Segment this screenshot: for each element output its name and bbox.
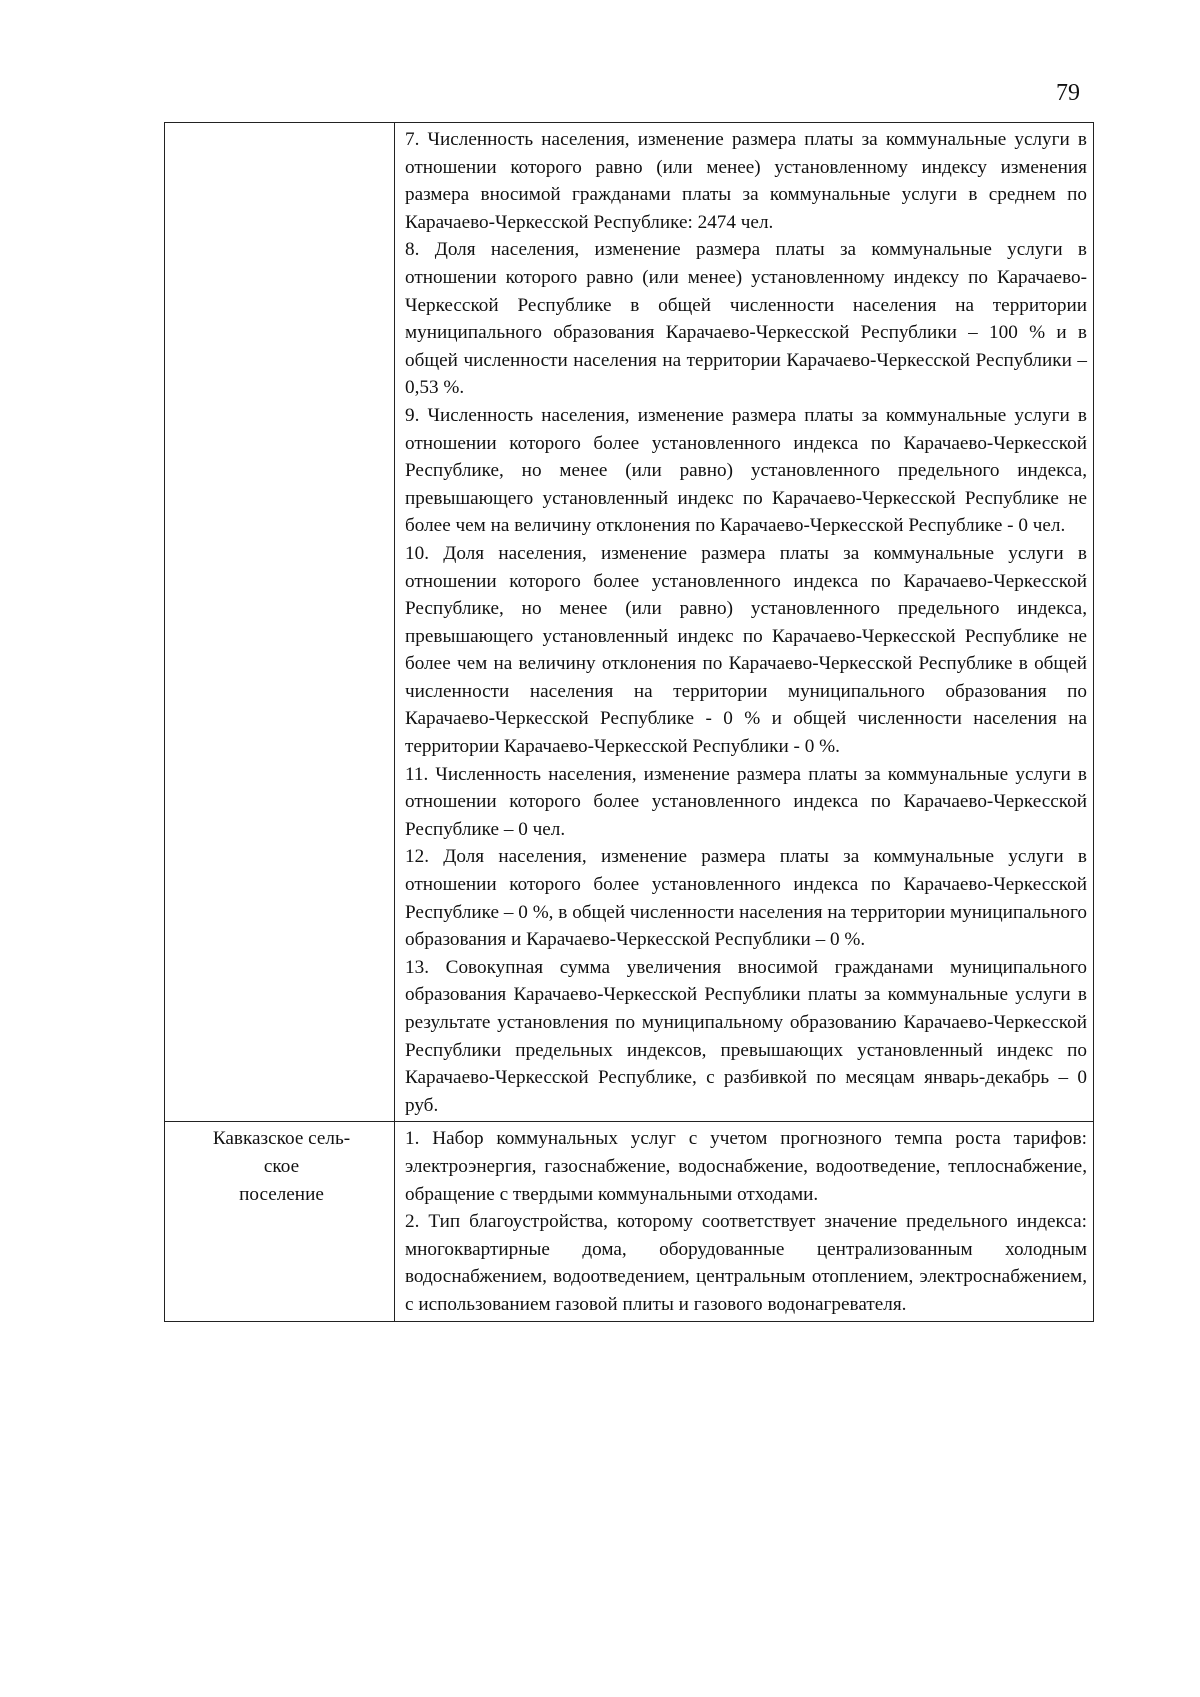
indicator-paragraph: 11. Численность населения, изменение размера платы за коммунальные услуги в отношении которого более установленного индекса по Карачаево-Черкесской Республике – 0 чел. <box>405 763 1087 840</box>
indicators-cell <box>395 1122 1094 1321</box>
indicator-paragraph: 12. Доля населения, изменение размера платы за коммунальные услуги в отношении которого более установленного индекса по Карачаево-Черкесской Республике – 0 %, в общей численности населения на территории муниципального образования и Карачаево-Черкесской Республики – 0 %. <box>405 846 1087 951</box>
table-row <box>165 1122 1094 1321</box>
indicator-paragraph: 13. Совокупная сумма увеличения вносимой гражданами муниципального образования Карачаево-Черкесской Республики платы за коммунальные услуги в результате установления по муниципальному образованию Карачаево-Черкесской Республики предельных индексов, превышающих установленный индекс по Карачаево-Черкесской Республике, с разбивкой по месяцам январь-декабрь – 0 руб. <box>405 956 1087 1116</box>
table-row <box>165 123 1094 1122</box>
indicator-paragraph: 2. Тип благоустройства, которому соответствует значение предельного индекса: многоквартирные дома, оборудованные централизованным холодным водоснабжением, водоотведением, центральным отоплением, электроснабжением, с использованием газовой плиты и газового водонагревателя. <box>405 1211 1087 1315</box>
indicator-paragraph: 7. Численность населения, изменение размера платы за коммунальные услуги в отношении которого равно (или менее) установленному индексу изменения размера вносимой гражданами платы за коммунальные услуги в среднем по Карачаево-Черкесской Республике: 2474 чел. <box>405 129 1087 233</box>
settlement-cell <box>165 1122 395 1321</box>
page-number: 79 <box>1056 80 1080 106</box>
settlement-name: Кавказское сель- ское поселение <box>212 1128 351 1205</box>
indicator-paragraph: 1. Набор коммунальных услуг с учетом прогнозного темпа роста тарифов: электроэнергия, газоснабжение, водоснабжение, водоотведение, теплоснабжение, обращение с твердыми коммунальными отходами. <box>405 1128 1087 1205</box>
indicator-paragraph: 9. Численность населения, изменение размера платы за коммунальные услуги в отношении которого более установленного индекса по Карачаево-Черкесской Республике, но менее (или равно) установленного предельного индекса, превышающего установленный индекс по Карачаево-Черкесской Республике не более чем на величину отклонения по Карачаево-Черкесской Республике - 0 чел. <box>405 404 1087 537</box>
settlement-cell <box>165 123 395 1122</box>
indicators-cell <box>395 123 1094 1122</box>
indicator-paragraph: 8. Доля населения, изменение размера платы за коммунальные услуги в отношении которого равно (или менее) установленному индексу по Карачаево-Черкесской Республике в общей численности населения на территории муниципального образования Карачаево-Черкесской Республики – 100 % и в общей численности населения на территории Карачаево-Черкесской Республики – 0,53 %. <box>405 239 1087 399</box>
indicators-table <box>164 122 1094 1322</box>
indicator-paragraph: 10. Доля населения, изменение размера платы за коммунальные услуги в отношении которого более установленного индекса по Карачаево-Черкесской Республике, но менее (или равно) установленного предельного индекса, превышающего установленный индекс по Карачаево-Черкесской Республике не более чем на величину отклонения по Карачаево-Черкесской Республике в общей численности населения на территории муниципального образования по Карачаево-Черкесской Республике - 0 % и общей численности населения на территории Карачаево-Черкесской Республики - 0 %. <box>405 542 1087 758</box>
